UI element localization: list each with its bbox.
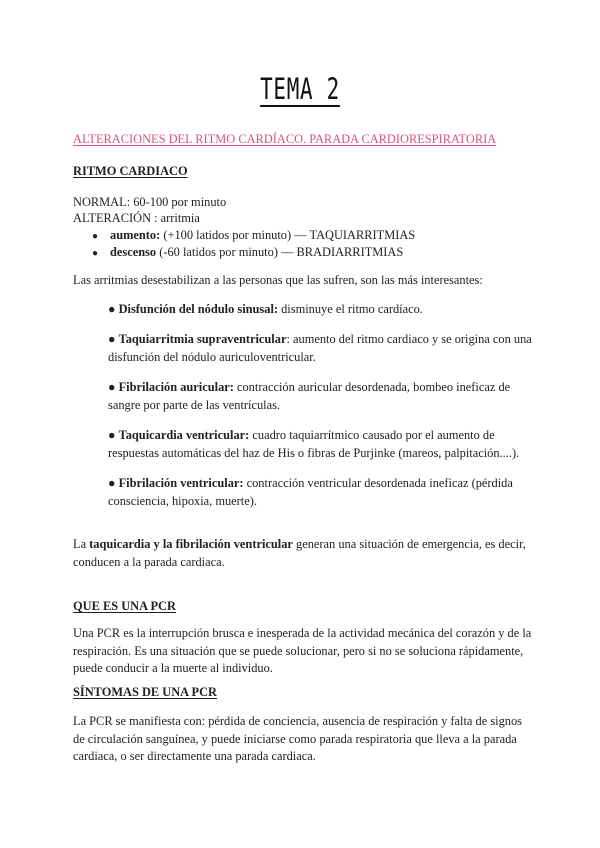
normal-line: NORMAL: 60-100 por minuto (73, 195, 227, 209)
bullet-icon: ● (92, 231, 99, 242)
alteracion-line: ALTERACIÓN : arritmia (73, 211, 200, 225)
list-item: ● Taquiarritmia supraventricular: aumento del ritmo cardiaco y se origina con una disfunción del nódulo auriculoventricular. (108, 332, 532, 364)
list-item: ● Taquicardia ventricular: cuadro taquiarrítmico causado por el aumento de respuestas automáticas del haz de His o fibras de Purjinke (mareos, palpitación....). (108, 428, 520, 460)
arrhythmia-intro: Las arritmias desestabilizan a las personas que las sufren, son las más interesantes: (73, 273, 483, 287)
list-item: ● Disfunción del nódulo sinusal: disminuye el ritmo cardíaco. (108, 302, 423, 316)
sintomas-paragraph: La PCR se manifiesta con: pérdida de conciencia, ausencia de respiración y falta de signos de circulación sanguínea, y puede iniciarse como parada respiratoria que lleva a la parada cardiaca, o ser directamente una parada cardiaca. (73, 714, 522, 763)
bullet-icon: ● (108, 476, 119, 490)
page-title: TEMA 2 (260, 72, 340, 106)
bullet-icon: ● (108, 332, 119, 346)
section-heading-sintomas: SÍNTOMAS DE UNA PCR (73, 685, 218, 699)
document-subtitle: ALTERACIONES DEL RITMO CARDÍACO. PARADA CARDIORESPIRATORIA (73, 132, 497, 146)
bullet-icon: ● (92, 248, 99, 259)
bullet-text: (-60 latidos por minuto) — BRADIARRITMIAS (156, 245, 404, 259)
emergency-paragraph: La taquicardia y la fibrilación ventricular generan una situación de emergencia, es decir, conducen a la parada cardiaca. (73, 537, 526, 569)
list-item (92, 227, 415, 245)
list-item: ● Fibrilación auricular: contracción auricular desordenada, bombeo ineficaz de sangre por parte de las ventrículas. (108, 380, 511, 412)
bullet-icon: ● (108, 380, 119, 394)
bullet-icon: ● (108, 302, 119, 316)
list-item: ● Fibrilación ventricular: contracción ventricular desordenada ineficaz (pérdida consciencia, hipoxia, muerte). (108, 476, 513, 508)
section-heading-pcr: QUE ES UNA PCR (73, 599, 176, 613)
bullet-term: descenso (110, 245, 157, 259)
bullet-term: aumento: (110, 228, 161, 242)
section-heading-ritmo: RITMO CARDIACO (73, 164, 188, 178)
list-item (92, 244, 403, 262)
pcr-paragraph: Una PCR es la interrupción brusca e inesperada de la actividad mecánica del corazón y de la respiración. Es una situación que se puede solucionar, pero si no se soluciona rápidamente, puede conducir a la muerte al individuo. (73, 626, 532, 675)
bullet-text: (+100 latidos por minuto) — TAQUIARRITMIAS (160, 228, 416, 242)
bullet-icon: ● (108, 428, 119, 442)
